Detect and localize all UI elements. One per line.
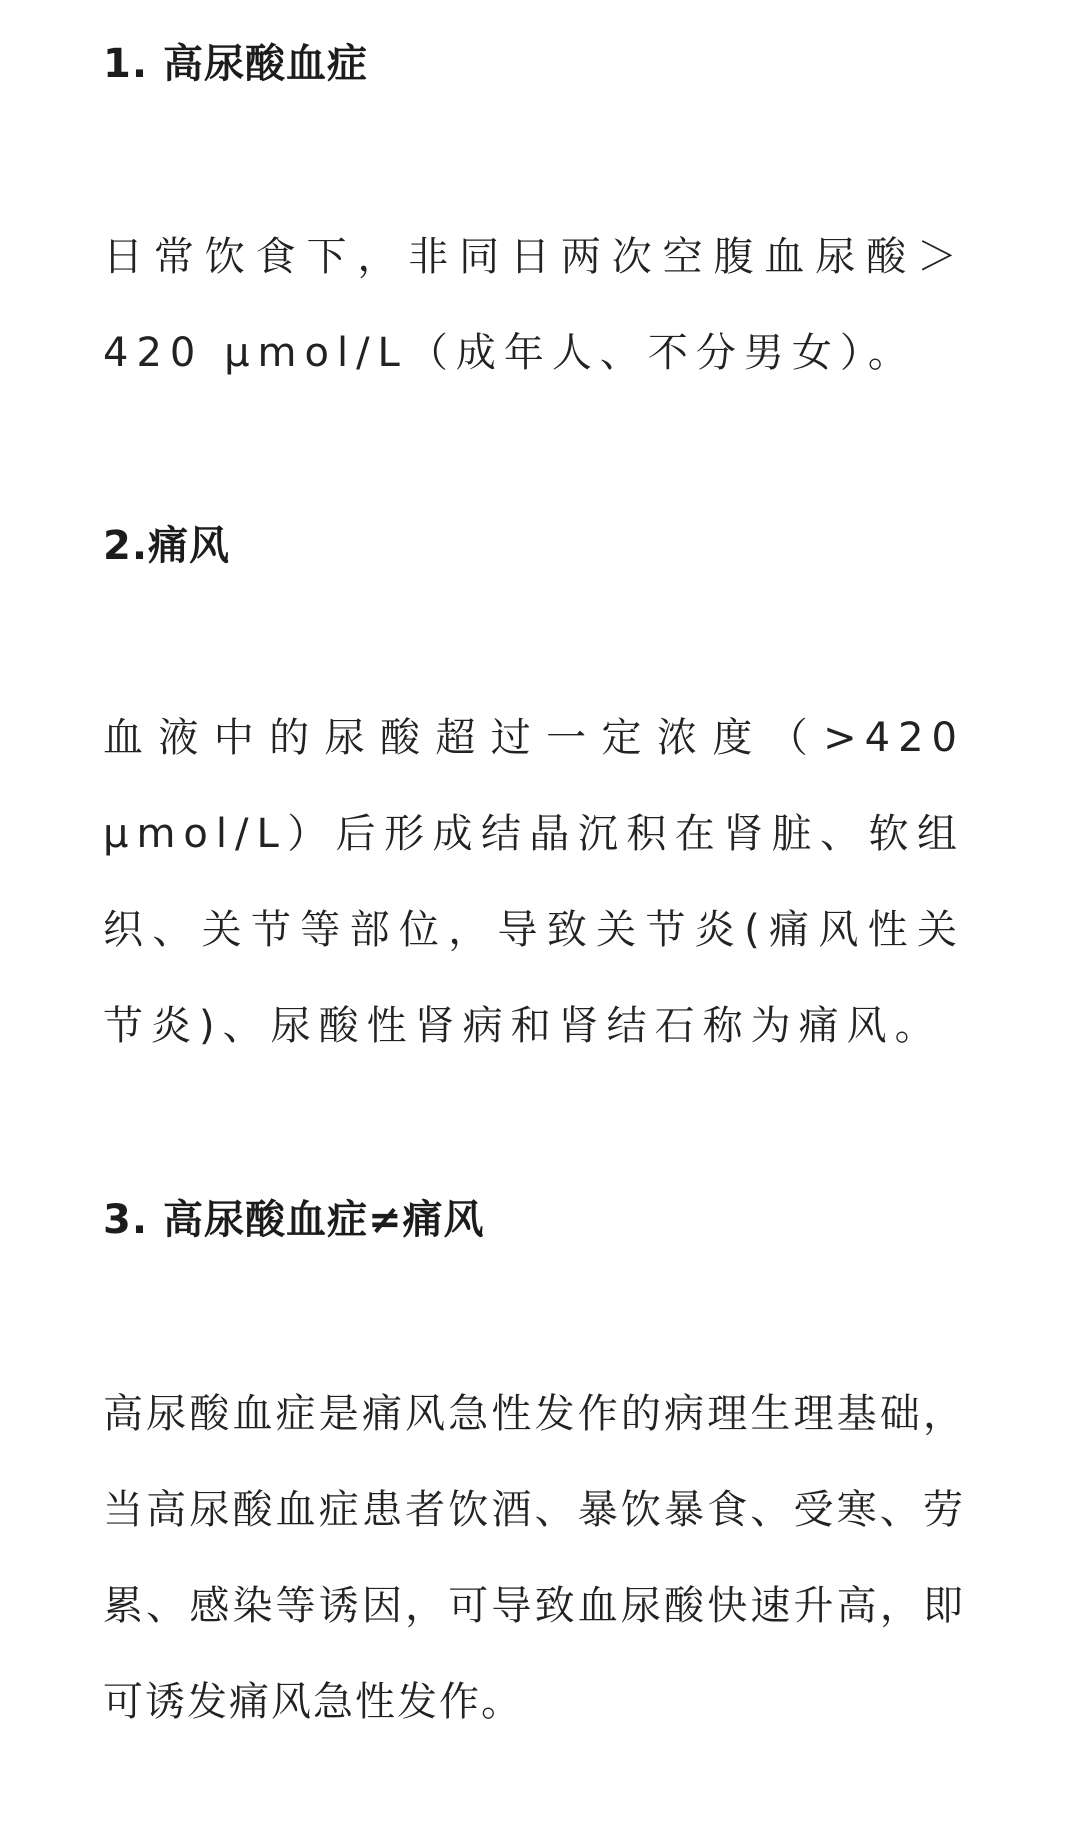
section-heading-gout: 2.痛风 [103,523,231,569]
section-body-gout: 血液中的尿酸超过一定浓度（>420 μmol/L）后形成结晶沉积在肾脏、软组织、关节等部位，导致关节炎(痛风性关节炎)、尿酸性肾病和肾结石称为痛风。 [103,715,965,1049]
section-heading-hyperuricemia: 1. 高尿酸血症 [103,41,368,87]
section-body-difference: 高尿酸血症是痛风急性发作的病理生理基础，当高尿酸血症患者饮酒、暴饮暴食、受寒、劳累、感染等诱因，可导致血尿酸快速升高，即可诱发痛风急性发作。 [103,1391,965,1725]
section-body-hyperuricemia: 日常饮食下，非同日两次空腹血尿酸＞420 μmol/L（成年人、不分男女）。 [103,234,965,376]
section-heading-difference: 3. 高尿酸血症≠痛风 [103,1197,485,1243]
